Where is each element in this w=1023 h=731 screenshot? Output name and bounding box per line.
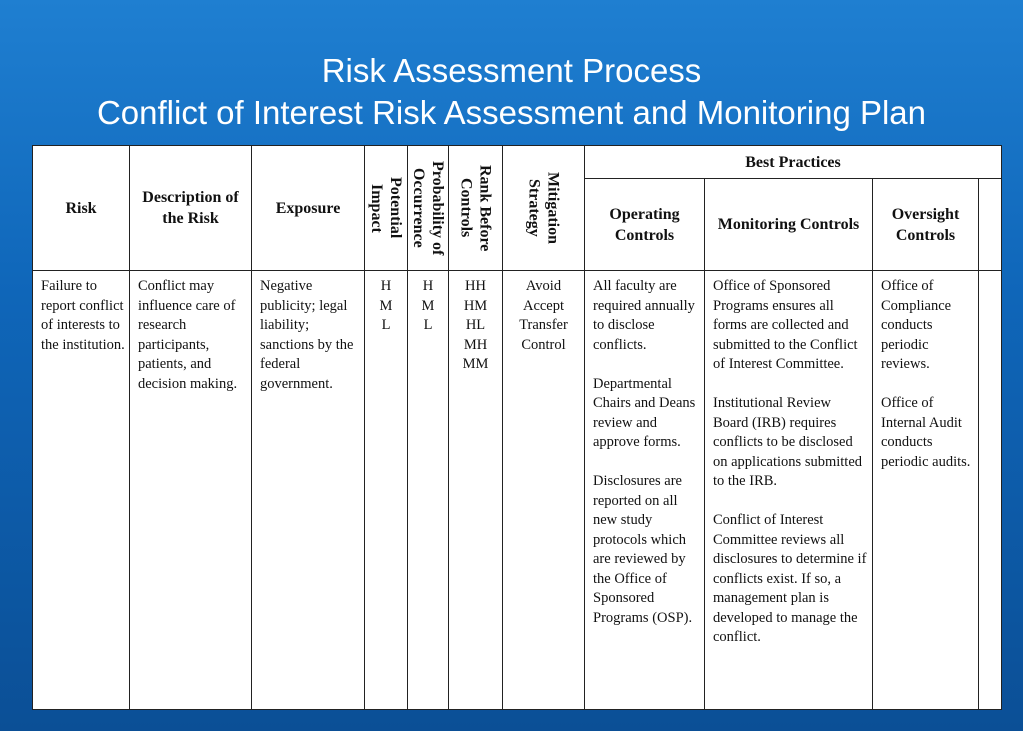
cell-monitoring-controls: Office of Sponsored Programs ensures all forms are collected and submitted to the Conflict of Interest Committee. Institutional Review Board (IRB) requires conflicts to be disclosed on applications submitted to the IRB. Conflict of Interest Committee reviews all disclosures to determine if conflicts exist. If so, a management plan is developed to manage the conflict. xyxy=(705,271,873,710)
header-best-practices: Best Practices xyxy=(585,146,1002,179)
header-mitigation: Mitigation Strategy xyxy=(525,172,562,244)
header-oversight-controls: Oversight Controls xyxy=(873,179,979,271)
table-row xyxy=(33,271,1002,710)
header-probability-cell xyxy=(408,146,449,271)
header-probability: Probability of Occurrence xyxy=(410,160,446,256)
cell-impact: H M L xyxy=(365,271,408,710)
cell-description: Conflict may influence care of research participants, patients, and decision making. xyxy=(130,271,252,710)
title-line-1: Risk Assessment Process xyxy=(321,52,702,89)
header-potential-impact: Potential Impact xyxy=(368,177,404,239)
header-monitoring-controls: Monitoring Controls xyxy=(705,179,873,271)
cell-risk: Failure to report conflict of interests to the institution. xyxy=(33,271,130,710)
cell-probability: H M L xyxy=(408,271,449,710)
header-row-1 xyxy=(33,146,1002,179)
header-description: Description of the Risk xyxy=(130,146,252,271)
cell-operating-controls: All faculty are required annually to disclose conflicts. Departmental Chairs and Deans review and approve forms. Disclosures are reported on all new study protocols which are reviewed by the Office of Sponsored Programs (OSP). xyxy=(585,271,705,710)
header-risk: Risk xyxy=(33,146,130,271)
cell-oversight-controls: Office of Compliance conducts periodic reviews. Office of Internal Audit conducts periodic audits. xyxy=(873,271,979,710)
header-potential-impact-cell xyxy=(365,146,408,271)
header-exposure: Exposure xyxy=(252,146,365,271)
risk-table-container xyxy=(32,145,1001,710)
cell-mitigation: Avoid Accept Transfer Control xyxy=(503,271,585,710)
risk-assessment-table xyxy=(32,145,1002,710)
cell-rank: HH HM HL MH MM xyxy=(449,271,503,710)
header-mitigation-cell xyxy=(503,146,585,271)
header-rank: Rank Before Controls xyxy=(457,164,494,252)
slide-title xyxy=(0,50,1023,134)
title-line-2: Conflict of Interest Risk Assessment and Monitoring Plan xyxy=(96,94,927,131)
header-rank-cell xyxy=(449,146,503,271)
row-spacer xyxy=(979,271,1002,710)
header-spacer xyxy=(979,179,1002,271)
header-operating-controls: Operating Controls xyxy=(585,179,705,271)
cell-exposure: Negative publicity; legal liability; sanctions by the federal government. xyxy=(252,271,365,710)
